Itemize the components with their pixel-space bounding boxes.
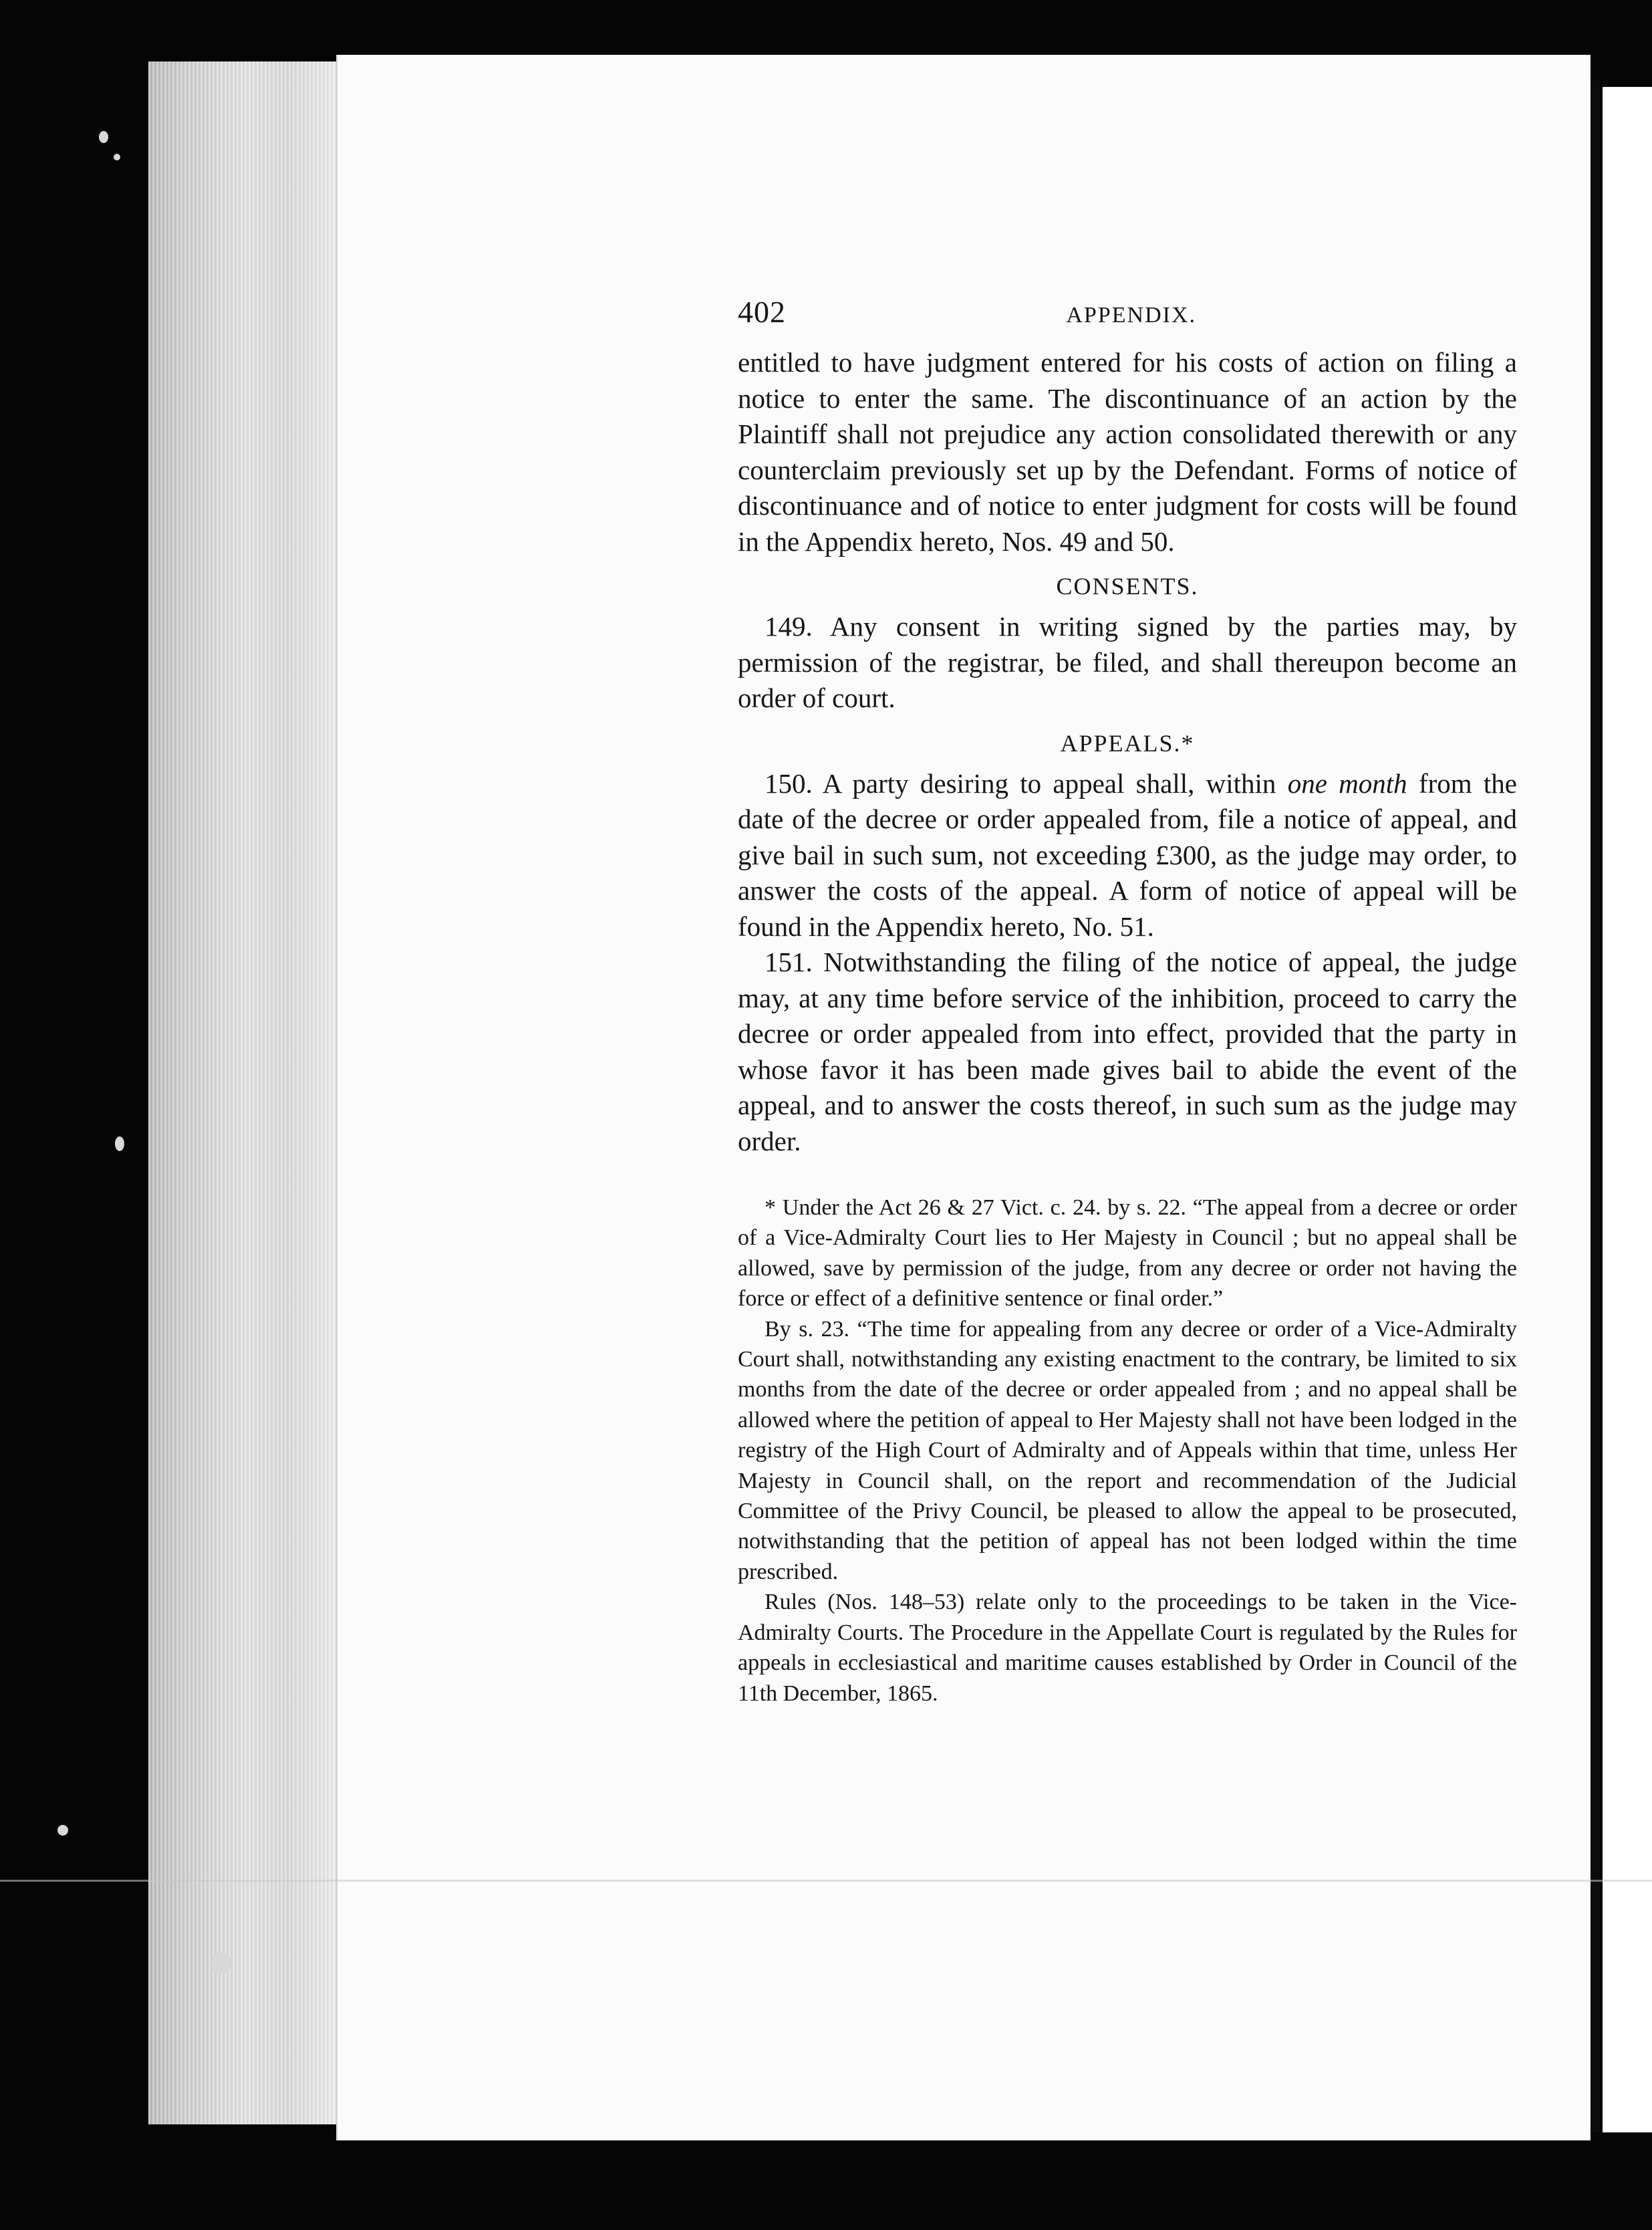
page-text-block <box>738 294 1517 1709</box>
facing-page-gutter <box>1591 80 1600 2132</box>
running-title: APPENDIX. <box>1066 303 1196 328</box>
running-head <box>738 294 1517 345</box>
rule-150 <box>738 766 1517 945</box>
footnote-act-s23: By s. 23. “The time for appealing from any decree or order of a Vice-Admiralty Court shall, notwithstanding any existing enactment to the contrary, be limited to six months from the date of the decree or order appealed from ; and no appeal shall be allowed where the petition of appeal to Her Majesty shall not have been lodged in the registry of the High Court of Admiralty and of Appeals within that time, unless Her Majesty in Council shall, on the report and recommendation of the Judicial Committee of the Privy Council, be pleased to allow the appeal to be prosecuted, notwithstanding that the petition of appeal has not been lodged within the time prescribed. <box>738 1316 1517 1584</box>
footnotes <box>738 1193 1517 1709</box>
appeals-heading: APPEALS.* <box>1060 729 1195 757</box>
rule-150-italic-term: one month <box>1287 767 1407 799</box>
scan-artifact-line <box>0 1880 1652 1882</box>
consents-heading: CONSENTS. <box>1056 573 1199 600</box>
scan-speck <box>211 1952 231 1975</box>
book-page-edges <box>148 61 342 2124</box>
rule-151: 151. Notwithstanding the filing of the notice of appeal, the judge may, at any time before service of the inhibition, proceed to carry the decree or order appealed from into effect, provided that the party in whose favor it has been made gives bail to abide the event of the appeal, and to answer the costs thereof, in such sum as the judge may order. <box>738 947 1517 1156</box>
scan-speck <box>99 131 108 143</box>
rule-149: 149. Any consent in writing signed by the parties may, by permission of the registrar, be filed, and shall thereupon become an order of court. <box>738 611 1517 713</box>
rule-150-text-end: from the date of the decree or order appealed from, file a notice of appeal, and give bail in such sum, not exceeding £300, as the judge may order, to answer the costs of the appeal. A form of notice of appeal will be found in the Appendix hereto, No. 51. <box>738 767 1518 942</box>
continuation-paragraph: entitled to have judgment entered for his costs of action on filing a notice to enter the same. The discontinuance of an action by the Plaintiff shall not prejudice any action consolidated therewith or any counterclaim previously set up by the Defendant. Forms of notice of discontinuance and of notice to enter judgment for costs will be found in the Appendix hereto, Nos. 49 and 50. <box>738 347 1517 557</box>
scan-speck <box>115 1136 124 1151</box>
scan-speck <box>57 1825 68 1836</box>
footnote-rules-note: Rules (Nos. 148–53) relate only to the proceedings to be taken in the Vice-Admiralty Courts. The Procedure in the Appellate Court is regulated by the Rules for appeals in ecclesiastical and maritime causes established by Order in Council of the 11th December, 1865. <box>738 1590 1517 1706</box>
scan-speck <box>114 154 120 160</box>
facing-page-edge <box>1603 87 1652 2132</box>
page-number: 402 <box>738 295 786 329</box>
footnote-act-s22: * Under the Act 26 & 27 Vict. c. 24. by s. 22. “The appeal from a decree or order of a Vice-Admiralty Court lies to Her Majesty in Council ; but no appeal shall be allowed, save by permission of the judge, from any decree or order not having the force or effect of a definitive sentence or final order.” <box>738 1195 1517 1312</box>
rule-150-text-start: 150. A party desiring to appeal shall, within <box>765 767 1288 799</box>
